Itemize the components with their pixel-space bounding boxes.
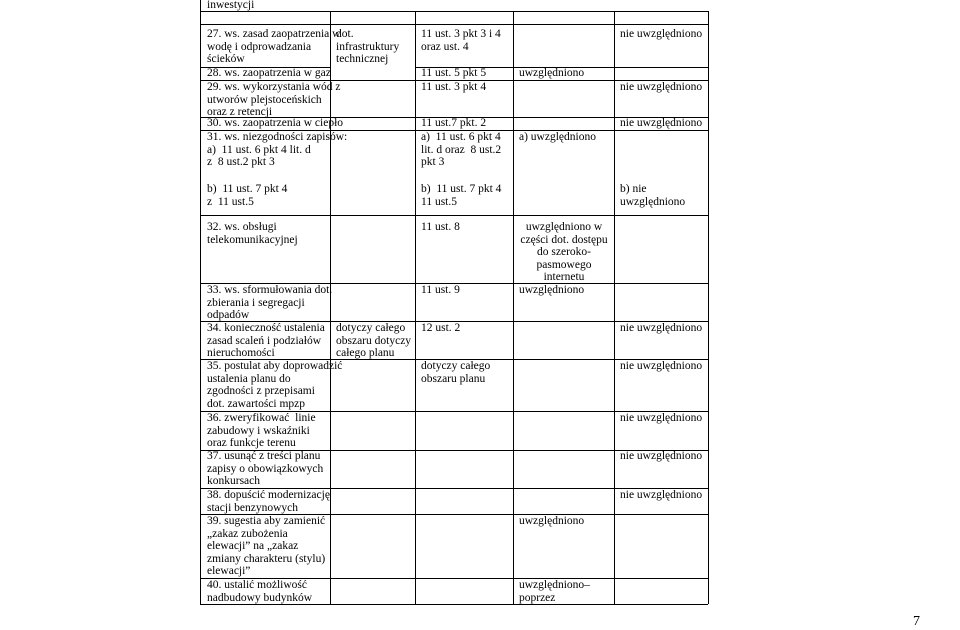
cell-line: zmiany charakteru (stylu) xyxy=(207,552,326,565)
cell-line: oraz z retencji xyxy=(207,106,273,118)
cell-line: zabudowy i wskaźniki xyxy=(207,424,310,437)
cell-reference xyxy=(421,81,486,94)
cell-reference xyxy=(421,28,501,53)
cell-reference xyxy=(421,131,501,169)
cell-decision-not-accepted xyxy=(620,489,702,502)
cell-decision-not-accepted xyxy=(620,81,702,94)
cell-line: pkt 3 xyxy=(421,156,445,168)
cell-line: 11 ust. 5 pkt 5 xyxy=(421,67,487,79)
cell-line: zgodności z przepisami xyxy=(207,385,315,397)
cell-line: 27. ws. zasad zaopatrzenia w xyxy=(207,28,341,40)
cell-line: a) 11 ust. 6 pkt 4 xyxy=(421,131,501,143)
cell-line: 36. zweryfikować linie xyxy=(207,412,316,424)
cell-line: elewacji” na „zakaz xyxy=(207,540,299,552)
cell-line: uwzględniono xyxy=(519,67,585,79)
cell-line: z 11 ust.5 xyxy=(207,195,254,208)
cell-decision-accepted xyxy=(519,67,584,80)
cell-scope xyxy=(336,28,399,66)
cell-reference xyxy=(421,67,486,80)
cell-request xyxy=(207,284,332,322)
cell-line: telekomunikacyjnej xyxy=(207,233,298,246)
cell-reference xyxy=(421,322,460,335)
table-border-bottom xyxy=(200,604,708,605)
cell-line: uwzględniono xyxy=(620,195,686,208)
cell-request xyxy=(207,515,325,578)
cell-line: zasad scaleń i podziałów xyxy=(207,334,321,347)
col-divider xyxy=(513,11,514,604)
cell-line: infrastruktury xyxy=(336,40,400,53)
cell-line: zbierania i segregacji xyxy=(207,296,305,309)
cell-line: b) 11 ust. 7 pkt 4 xyxy=(421,183,502,195)
cell-line: ścieków xyxy=(207,53,245,65)
cell-line: części dot. dostępu xyxy=(520,233,608,246)
cell-line: dot. zawartości mpzp xyxy=(207,397,306,410)
cell-line: poprzez xyxy=(519,591,556,604)
cell-request xyxy=(207,579,312,604)
cell-line: 11 ust. 9 xyxy=(421,284,460,296)
cell-reference xyxy=(421,360,490,385)
cell-line: technicznej xyxy=(336,53,389,65)
cell-line: nieruchomości xyxy=(207,347,275,359)
cell-request xyxy=(207,322,325,360)
cell-line: 31. ws. niezgodności zapisów: xyxy=(207,131,348,143)
cell-line: 38. dopuścić modernizację xyxy=(207,489,330,501)
cell-line: 39. sugestia aby zamienić xyxy=(207,515,326,527)
cell-line: 37. usunąć z treści planu xyxy=(207,450,321,462)
cell-request xyxy=(207,28,340,66)
cell-request xyxy=(207,131,347,169)
cell-line: 11 ust.7 pkt. 2 xyxy=(421,117,487,129)
cell-line: 11 ust. 3 pkt 4 xyxy=(421,81,487,93)
cell-line: 34. konieczność ustalenia xyxy=(207,322,325,334)
cell-line: wodę i odprowadzania xyxy=(207,40,312,53)
cell-line: 12 ust. 2 xyxy=(421,322,461,334)
cell-line: stacji benzynowych xyxy=(207,501,299,514)
cell-reference xyxy=(421,284,460,297)
cell-line: obszaru planu xyxy=(421,372,486,385)
cell-line: nie uwzględniono xyxy=(620,28,703,40)
cell-line: uwzględniono xyxy=(519,515,585,527)
cell-line: inwestycji xyxy=(207,0,255,11)
cell-line: dotyczy całego xyxy=(336,322,406,334)
cell-decision-accepted xyxy=(519,515,584,528)
cell-line: a) uwzględniono xyxy=(519,131,596,143)
cell-reference xyxy=(421,221,460,234)
cell-decision-accepted xyxy=(519,284,584,297)
cell-line: dotyczy całego xyxy=(421,360,491,372)
cell-decision-partially-accepted xyxy=(514,221,614,284)
cell-line: „zakaz zubożenia xyxy=(207,527,288,540)
cell-line: uwzględniono– xyxy=(519,579,590,591)
cell-decision-accepted xyxy=(519,131,596,144)
cell-line: nie uwzględniono xyxy=(620,117,703,129)
cell-line: nie uwzględniono xyxy=(620,412,703,424)
cell-line: do szeroko- xyxy=(537,246,591,258)
row-divider xyxy=(200,24,708,25)
cell-reference xyxy=(421,117,486,130)
cell-decision-not-accepted xyxy=(620,412,702,425)
cell-request xyxy=(207,450,323,488)
cell-line: oraz funkcje terenu xyxy=(207,437,296,449)
cell-line: pasmowego xyxy=(536,258,592,271)
cell-line: a) 11 ust. 6 pkt 4 lit. d xyxy=(207,143,311,156)
cell-request xyxy=(207,412,316,450)
cell-line: 33. ws. sformułowania dot. xyxy=(207,284,333,296)
cell-line: 11 ust. 8 xyxy=(421,221,460,233)
row-divider xyxy=(200,215,708,216)
cell-line: dot. xyxy=(336,28,354,40)
cell-line: lit. d oraz 8 ust.2 xyxy=(421,143,502,156)
cell-decision-not-accepted xyxy=(620,360,702,373)
cell-line: uwzględniono w xyxy=(525,221,603,233)
cell-line: nie uwzględniono xyxy=(620,81,703,93)
cell-decision-accepted xyxy=(519,579,590,604)
cell-line: 32. ws. obsługi xyxy=(207,221,277,233)
cell-line: 35. postulat aby doprowadzić xyxy=(207,360,343,372)
cell-line: 30. ws. zaopatrzenia w ciepło xyxy=(207,117,344,129)
cell-decision-not-accepted xyxy=(620,117,702,130)
col-divider xyxy=(614,11,615,604)
cell-line: odpadów xyxy=(207,309,250,321)
cell-line: nie uwzględniono xyxy=(620,489,703,501)
cell-line: internetu xyxy=(543,271,585,283)
cell-request xyxy=(207,489,330,514)
page-number: 7 xyxy=(913,614,920,629)
cell-line: zapisy o obowiązkowych xyxy=(207,462,324,475)
cell-line: z 8 ust.2 pkt 3 xyxy=(207,156,275,168)
col-divider xyxy=(708,11,709,604)
cell-line: konkursach xyxy=(207,475,261,487)
cell-decision-not-accepted xyxy=(620,322,702,335)
col-divider xyxy=(200,0,201,604)
cell-line: b) 11 ust. 7 pkt 4 xyxy=(207,183,288,195)
cell-line: uwzględniono xyxy=(519,284,585,296)
cell-request xyxy=(207,183,287,208)
cell-request xyxy=(207,221,298,246)
cell-line: 11 ust. 3 pkt 3 i 4 xyxy=(421,28,501,40)
cell-scope xyxy=(336,322,411,360)
cell-line: nie uwzględniono xyxy=(620,322,703,334)
col-divider xyxy=(415,11,416,604)
cell-decision-not-accepted xyxy=(620,28,702,41)
cell-request xyxy=(207,360,342,410)
cell-decision-not-accepted xyxy=(620,450,702,463)
cell-line: całego planu xyxy=(336,347,395,359)
cell-line: nie uwzględniono xyxy=(620,360,703,372)
cell-request xyxy=(207,81,341,119)
cell-line: 40. ustalić możliwość xyxy=(207,579,307,591)
cell-line: utworów plejstoceńskich xyxy=(207,93,322,106)
cell-line: elewacji” xyxy=(207,565,251,577)
cell-line: obszaru dotyczy xyxy=(336,334,412,347)
cell-line: ustalenia planu do xyxy=(207,372,291,385)
cell-decision-not-accepted xyxy=(620,183,685,208)
cell-line: 11 ust.5 xyxy=(421,195,457,208)
cell-request xyxy=(207,117,343,130)
cell-line: 29. ws. wykorzystania wód z xyxy=(207,81,341,93)
cell-line: b) nie xyxy=(620,183,647,195)
cell-line: 28. ws. zaopatrzenia w gaz xyxy=(207,67,331,79)
table-border-top xyxy=(200,11,708,12)
cell-request xyxy=(207,0,254,12)
cell-reference xyxy=(421,183,501,208)
cell-line: nadbudowy budynków xyxy=(207,591,313,604)
cell-line: nie uwzględniono xyxy=(620,450,703,462)
cell-request xyxy=(207,67,331,80)
cell-line: oraz ust. 4 xyxy=(421,40,469,53)
